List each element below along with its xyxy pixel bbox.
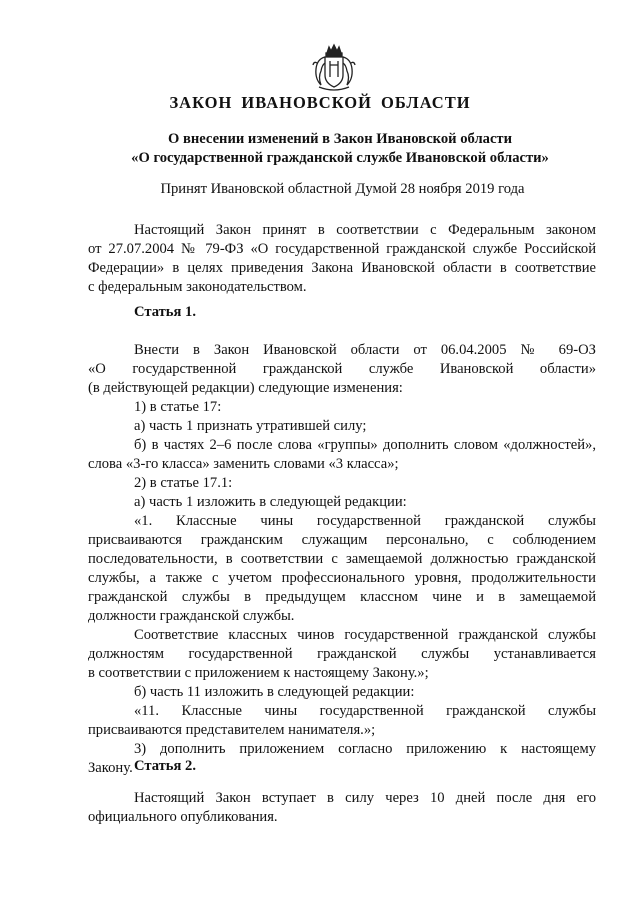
preamble: [88, 221, 596, 297]
article-line: должности гражданской службы.: [88, 608, 295, 624]
article-1-heading: Статья 1.: [134, 304, 196, 320]
article-line: а) часть 1 изложить в следующей редакции:: [134, 494, 407, 510]
article-line: б) часть 11 изложить в следующей редакции:: [134, 684, 415, 700]
article-line: б) в частях 2–6 после слова «группы» дополнить словом «должностей»,: [134, 437, 596, 453]
article-line: «О государственной гражданской службе Ивановской области»: [88, 361, 596, 377]
article-line: Закону.: [88, 760, 133, 776]
preamble-line: от 27.07.2004 № 79-ФЗ «О государственной гражданской службе Российской: [88, 241, 596, 257]
article-1-body: [88, 341, 596, 778]
article-line: в соответствии с приложением к настоящему Закону.»;: [88, 665, 429, 681]
article-line: службы, а также с учетом профессионального уровня, продолжительности: [88, 570, 596, 586]
article-line: 2) в статье 17.1:: [134, 475, 233, 491]
article-line: 1) в статье 17:: [134, 399, 222, 415]
article-line: «11. Классные чины государственной гражданской службы: [134, 703, 596, 719]
preamble-line: Настоящий Закон принят в соответствии с Федеральным законом: [134, 222, 596, 238]
article-line: а) часть 1 признать утратившей силу;: [134, 418, 367, 434]
preamble-line: Федерации» в целях приведения Закона Ивановской области в соответствие: [88, 260, 596, 276]
article-2-body: [88, 789, 596, 827]
article-2-heading: Статья 2.: [134, 758, 196, 774]
law-subtitle-line1: О внесении изменений в Закон Ивановской области: [167, 131, 513, 147]
article-line: присваиваются гражданским служащим персонально, с соблюдением: [88, 532, 596, 548]
article-line: должностям государственной гражданской службы устанавливается: [88, 646, 596, 662]
coat-of-arms-icon: [311, 43, 357, 95]
article-line: гражданской службы в предыдущем классном чине и в замещаемой: [88, 589, 596, 605]
law-subtitle-line2: «О государственной гражданской службе Ивановской области»: [131, 150, 549, 166]
article-line: присваиваются представителем нанимателя.»;: [88, 722, 376, 738]
article-line: 3) дополнить приложением согласно приложению к настоящему: [134, 741, 596, 757]
law-title: ЗАКОН ИВАНОВСКОЙ ОБЛАСТИ: [169, 93, 471, 112]
article-line: «1. Классные чины государственной гражданской службы: [134, 513, 596, 529]
article-line: слова «3-го класса» заменить словами «3 класса»;: [88, 456, 399, 472]
article-line: официального опубликования.: [88, 809, 278, 825]
article-line: Настоящий Закон вступает в силу через 10 дней после дня его: [134, 790, 596, 806]
adoption-note: Принят Ивановской областной Думой 28 ноября 2019 года: [160, 181, 525, 197]
article-line: Соответствие классных чинов государственной гражданской службы: [134, 627, 596, 643]
article-line: (в действующей редакции) следующие изменения:: [88, 380, 403, 396]
article-line: Внести в Закон Ивановской области от 06.04.2005 № 69-ОЗ: [134, 342, 596, 358]
article-line: последовательности, в соответствии с замещаемой должностью гражданской: [88, 551, 596, 567]
preamble-line: с федеральным законодательством.: [88, 279, 307, 295]
